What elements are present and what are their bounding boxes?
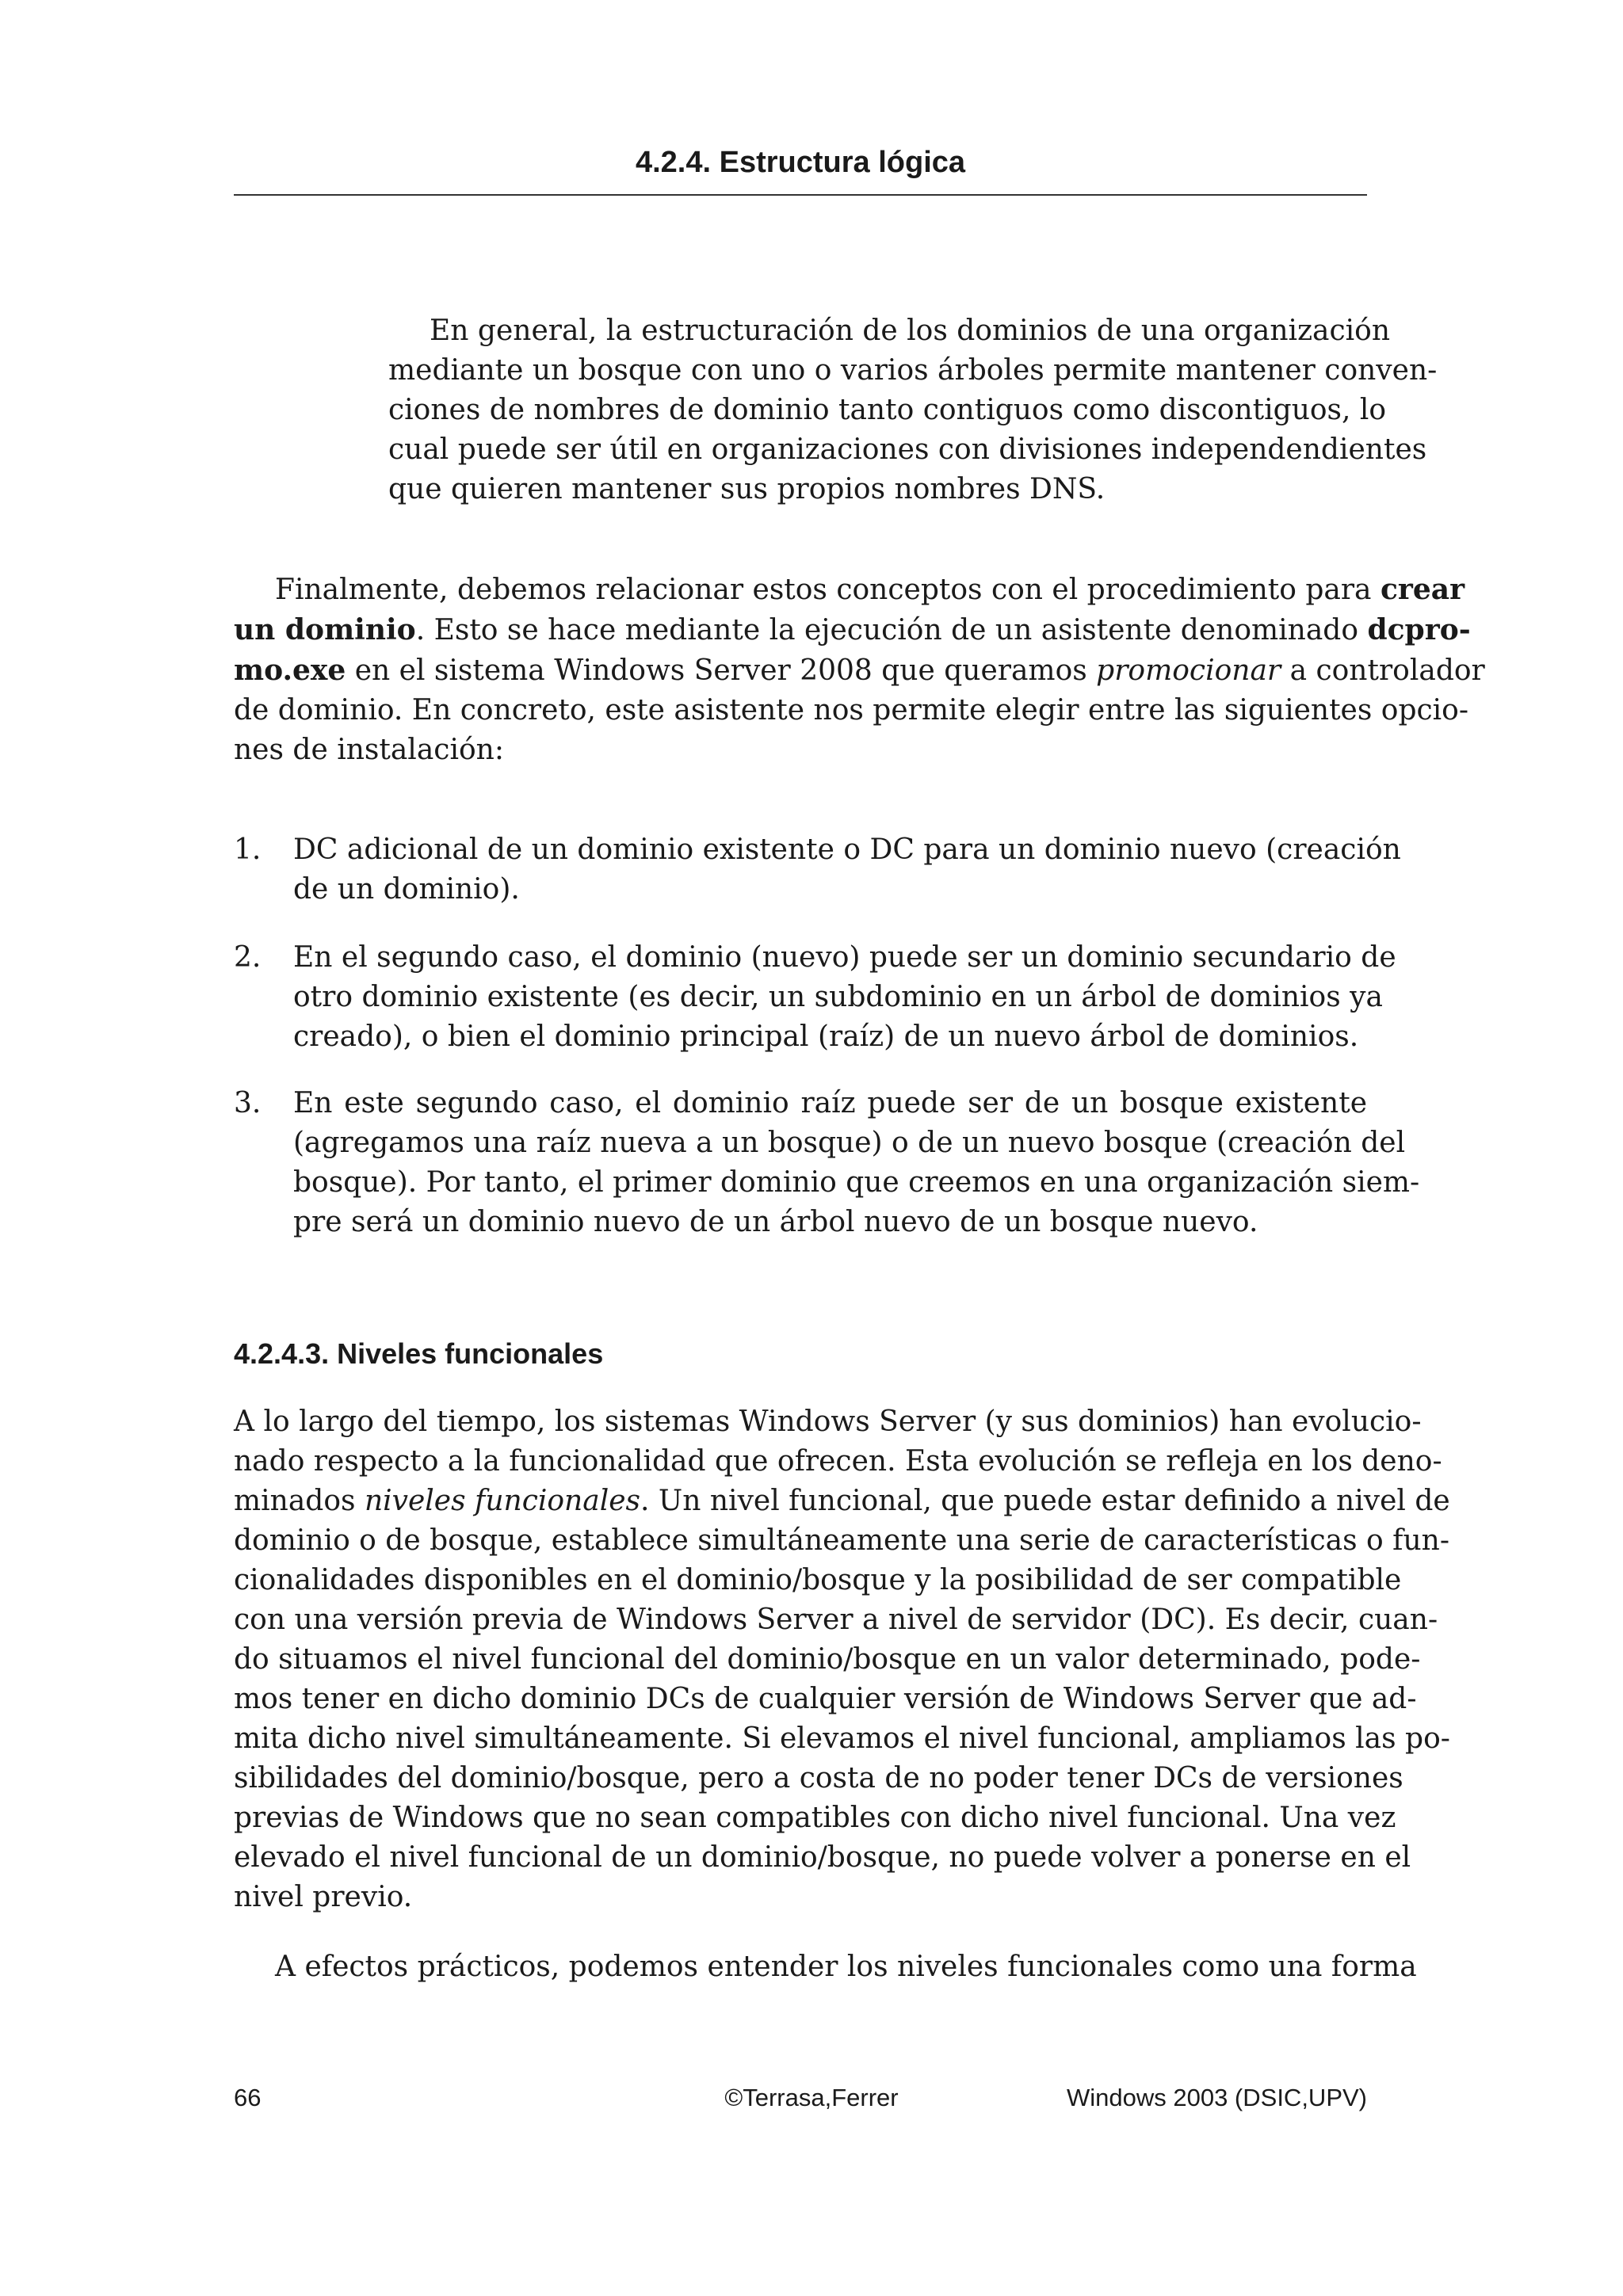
text-line: mediante un bosque con uno o varios árboles permite mantener conven- bbox=[388, 354, 1438, 387]
bold-term: dcpro- bbox=[1367, 613, 1471, 646]
text-run: . Un nivel funcional, que puede estar definido a nivel de bbox=[640, 1485, 1450, 1517]
list-item-text bbox=[293, 830, 1401, 910]
running-header-title: 4.2.4. Estructura lógica bbox=[635, 146, 966, 179]
text-line: do situamos el nivel funcional del dominio/bosque en un valor determinado, pode- bbox=[234, 1643, 1421, 1676]
text-line: nes de instalación: bbox=[234, 734, 504, 766]
text-line: cionalidades disponibles en el dominio/bosque y la posibilidad de ser compatible bbox=[234, 1564, 1402, 1596]
text-line: pre será un dominio nuevo de un árbol nuevo de un bosque nuevo. bbox=[293, 1206, 1258, 1238]
text-line: (agregamos una raíz nueva a un bosque) o de un nuevo bosque (creación del bbox=[293, 1127, 1406, 1159]
text-line bbox=[234, 1482, 1450, 1521]
text-line: de un dominio). bbox=[293, 873, 520, 906]
text-line: mos tener en dicho dominio DCs de cualquier versión de Windows Server que ad- bbox=[234, 1683, 1417, 1715]
bold-term: crear bbox=[1380, 573, 1465, 606]
text-line: A lo largo del tiempo, los sistemas Windows Server (y sus dominios) han evolucio- bbox=[234, 1405, 1422, 1438]
list-number: 1. bbox=[234, 833, 262, 866]
text-run: Finalmente, debemos relacionar estos conceptos con el procedimiento para bbox=[275, 574, 1381, 606]
header-rule bbox=[234, 194, 1367, 196]
text-line: que quieren mantener sus propios nombres DNS. bbox=[388, 473, 1106, 505]
text-line: de dominio. En concreto, este asistente nos permite elegir entre las siguientes opcio- bbox=[234, 694, 1469, 727]
paragraph-efectos-practicos bbox=[234, 1947, 1417, 1987]
paragraph-finalmente bbox=[234, 570, 1485, 770]
italic-term: niveles funcionales bbox=[364, 1485, 641, 1517]
bold-term: mo.exe bbox=[234, 654, 346, 687]
text-line bbox=[234, 650, 1485, 691]
text-line: En este segundo caso, el dominio raíz puede ser de un bosque existente bbox=[293, 1087, 1367, 1119]
section-heading: 4.2.4.3. Niveles funcionales bbox=[234, 1337, 604, 1370]
text-line: A efectos prácticos, podemos entender los niveles funcionales como una forma bbox=[275, 1951, 1417, 1983]
list-number: 2. bbox=[234, 941, 262, 974]
text-line: dominio o de bosque, establece simultáneamente una serie de características o fun- bbox=[234, 1524, 1449, 1557]
text-line: nivel previo. bbox=[234, 1881, 413, 1913]
text-line: ciones de nombres de dominio tanto contiguos como discontiguos, lo bbox=[388, 394, 1387, 426]
list-number: 3. bbox=[234, 1087, 262, 1119]
list-item-text bbox=[293, 1084, 1420, 1242]
paragraph-niveles-funcionales bbox=[234, 1402, 1450, 1917]
text-run: en el sistema Windows Server 2008 que queramos bbox=[346, 654, 1097, 687]
text-run: a controlador bbox=[1281, 654, 1485, 687]
text-run: minados bbox=[234, 1485, 365, 1517]
text-line: con una versión previa de Windows Server a nivel de servidor (DC). Es decir, cuan- bbox=[234, 1604, 1438, 1636]
text-line: DC adicional de un dominio existente o DC para un dominio nuevo (creación bbox=[293, 833, 1401, 866]
footer-page-number: 66 bbox=[234, 2084, 262, 2111]
list-item-text bbox=[293, 938, 1396, 1057]
italic-term: promocionar bbox=[1096, 654, 1281, 687]
footer-book-title: Windows 2003 (DSIC,UPV) bbox=[1066, 2084, 1367, 2111]
text-line bbox=[234, 570, 1465, 610]
text-line: creado), o bien el dominio principal (raíz) de un nuevo árbol de dominios. bbox=[293, 1020, 1359, 1053]
text-line bbox=[234, 610, 1471, 650]
text-line: otro dominio existente (es decir, un subdominio en un árbol de dominios ya bbox=[293, 981, 1383, 1013]
text-line: bosque). Por tanto, el primer dominio que creemos en una organización siem- bbox=[293, 1166, 1420, 1199]
text-line: En el segundo caso, el dominio (nuevo) puede ser un dominio secundario de bbox=[293, 941, 1396, 974]
text-run: . Esto se hace mediante la ejecución de un asistente denominado bbox=[415, 614, 1368, 646]
text-line: sibilidades del dominio/bosque, pero a costa de no poder tener DCs de versiones bbox=[234, 1762, 1403, 1794]
text-line: En general, la estructuración de los dominios de una organización bbox=[430, 315, 1391, 347]
footer-copyright: ©Terrasa,Ferrer bbox=[724, 2084, 899, 2111]
text-line: cual puede ser útil en organizaciones con divisiones independendientes bbox=[388, 433, 1427, 466]
text-line: previas de Windows que no sean compatibles con dicho nivel funcional. Una vez bbox=[234, 1802, 1396, 1834]
bold-term: un dominio bbox=[234, 613, 416, 646]
text-line: nado respecto a la funcionalidad que ofrecen. Esta evolución se refleja en los deno- bbox=[234, 1445, 1442, 1478]
indented-paragraph bbox=[388, 311, 1438, 509]
text-line: elevado el nivel funcional de un dominio/bosque, no puede volver a ponerse en el bbox=[234, 1841, 1411, 1874]
text-line: mita dicho nivel simultáneamente. Si elevamos el nivel funcional, ampliamos las po- bbox=[234, 1722, 1450, 1755]
